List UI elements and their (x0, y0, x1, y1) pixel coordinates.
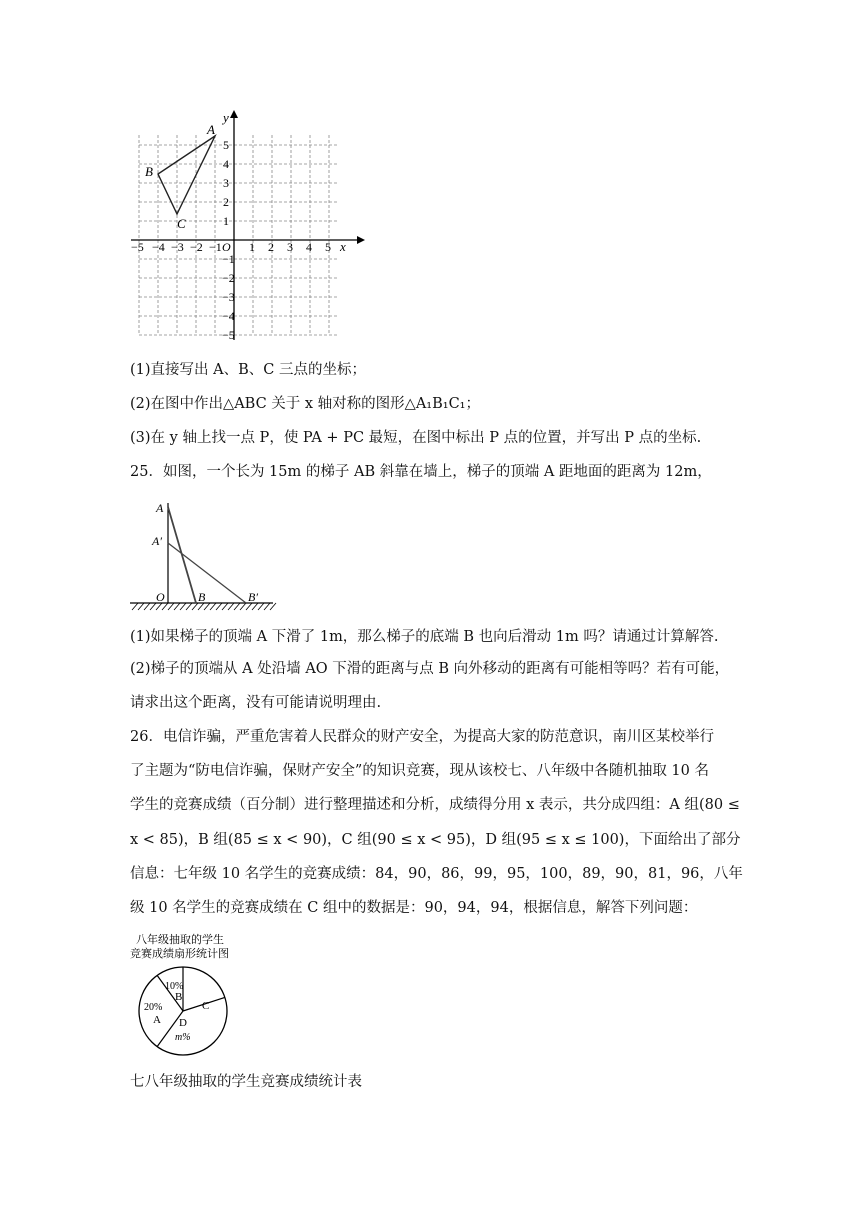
y-tick-4: 4 (223, 157, 229, 171)
y-tick-neg-3: −3 (222, 290, 235, 304)
q26-line-5: 信息：七年级 10 名学生的竞赛成绩：84，90，86，99，95，100，89，90，81，96，八年 (130, 866, 743, 882)
x-axis-arrow (357, 236, 365, 244)
x-tick-4: 4 (306, 240, 312, 254)
ground-hatch (168, 603, 174, 610)
x-tick-neg-5: −5 (131, 240, 144, 254)
y-tick-neg-2: −2 (222, 271, 235, 285)
pie-title-2: 竞赛成绩扇形统计图 (130, 948, 229, 960)
x-tick-neg-3: −3 (171, 240, 184, 254)
label-b-prime: B′ (248, 590, 258, 604)
ladder-figure (128, 495, 278, 615)
ground-hatch (210, 603, 216, 610)
ground-hatch (264, 603, 270, 610)
y-axis-arrow (230, 110, 238, 118)
x-tick-neg-4: −4 (152, 240, 165, 254)
y-tick-3: 3 (223, 176, 229, 190)
q24-part-1: (1)直接写出 A、B、C 三点的坐标； (130, 362, 366, 378)
y-tick-neg-5: −5 (222, 328, 235, 342)
ground-hatch (240, 603, 246, 610)
x-axis-label: x (340, 239, 346, 254)
ground-hatch (150, 603, 156, 610)
pie-pct-a: 20% (144, 1002, 163, 1013)
q24-part-3: (3)在 y 轴上找一点 P，使 PA + PC 最短，在图中标出 P 点的位置，并写出 P 点的坐标. (130, 430, 702, 446)
point-label-a: A (207, 122, 215, 137)
pie-label-c: C (202, 1000, 210, 1012)
ground-hatch (258, 603, 264, 610)
point-label-b: B (145, 164, 153, 179)
pie-title-1: 八年级抽取的学生 (136, 934, 224, 946)
ladder-ab (168, 507, 196, 603)
ground-hatch (162, 603, 168, 610)
label-o: O (156, 590, 165, 604)
ground-hatch (174, 603, 180, 610)
q25-part-2-b: 请求出这个距离，没有可能请说明理由. (130, 695, 382, 711)
ground-hatch (228, 603, 234, 610)
ground-hatch (216, 603, 222, 610)
q24-part-2: (2)在图中作出△ABC 关于 x 轴对称的图形△A₁B₁C₁； (130, 396, 480, 412)
q25-part-2-a: (2)梯子的顶端从 A 处沿墙 AO 下滑的距离与点 B 向外移动的距离有可能相等吗？若有可能， (130, 661, 730, 677)
coordinate-grid-figure (125, 110, 365, 345)
q26-line-2: 了主题为“防电信诈骗，保财产安全”的知识竞赛，现从该校七、八年级中各随机抽取 10 名 (130, 763, 709, 779)
ground-hatch (186, 603, 192, 610)
q26-line-6: 级 10 名学生的竞赛成绩在 C 组中的数据是：90，94，94，根据信息，解答下列问题： (130, 900, 698, 916)
ground-hatch (156, 603, 162, 610)
y-tick-5: 5 (223, 138, 229, 152)
x-tick-3: 3 (287, 240, 293, 254)
table-caption: 七八年级抽取的学生竞赛成绩统计表 (130, 1074, 362, 1090)
x-tick-5: 5 (325, 240, 331, 254)
ground-hatch (204, 603, 210, 610)
label-b: B (198, 590, 206, 604)
y-tick-neg-4: −4 (222, 309, 235, 323)
pie-pct-b: 10% (165, 981, 184, 992)
ground-hatch (246, 603, 252, 610)
ladder-ab-prime (168, 543, 246, 603)
ground-hatch (180, 603, 186, 610)
origin-label: O (222, 240, 231, 254)
ground-hatch (252, 603, 258, 610)
pie-label-a: A (153, 1014, 161, 1026)
pie-pct-d: m% (175, 1032, 191, 1043)
x-tick-1: 1 (249, 240, 255, 254)
pie-label-b: B (175, 991, 183, 1003)
x-tick-neg-1: −1 (209, 240, 222, 254)
ground-hatch (132, 603, 138, 610)
ground-hatch (270, 603, 276, 610)
point-label-c: C (177, 216, 186, 231)
x-tick-2: 2 (268, 240, 274, 254)
ground-hatch (198, 603, 204, 610)
q25-part-1: (1)如果梯子的顶端 A 下滑了 1m，那么梯子的底端 B 也向后滑动 1m 吗？请通过计算解答. (130, 629, 719, 645)
x-tick-neg-2: −2 (190, 240, 203, 254)
ground-hatch (138, 603, 144, 610)
ground-hatch (192, 603, 198, 610)
pie-chart-figure (128, 930, 258, 1060)
q26-line-1: 26．电信诈骗，严重危害着人民群众的财产安全，为提高大家的防范意识，南川区某校举行 (130, 729, 714, 745)
y-tick-1: 1 (223, 214, 229, 228)
q26-line-4: x < 85)，B 组(85 ≤ x < 90)，C 组(90 ≤ x < 95)，D 组(95 ≤ x ≤ 100)，下面给出了部分 (130, 832, 741, 848)
ground-hatch (222, 603, 228, 610)
label-a: A (156, 501, 164, 515)
y-axis-label: y (223, 110, 229, 125)
q26-line-3: 学生的竞赛成绩（百分制）进行整理描述和分析，成绩得分用 x 表示，共分成四组：A 组(80 ≤ (130, 797, 740, 813)
ground-hatch (234, 603, 240, 610)
label-a-prime: A′ (152, 534, 162, 548)
pie-label-d: D (179, 1017, 187, 1029)
ground-hatch (144, 603, 150, 610)
q25-stem: 25．如图，一个长为 15m 的梯子 AB 斜靠在墙上，梯子的顶端 A 距地面的距离为 12m， (130, 464, 712, 480)
y-tick-neg-1: −1 (222, 252, 235, 266)
y-tick-2: 2 (223, 195, 229, 209)
